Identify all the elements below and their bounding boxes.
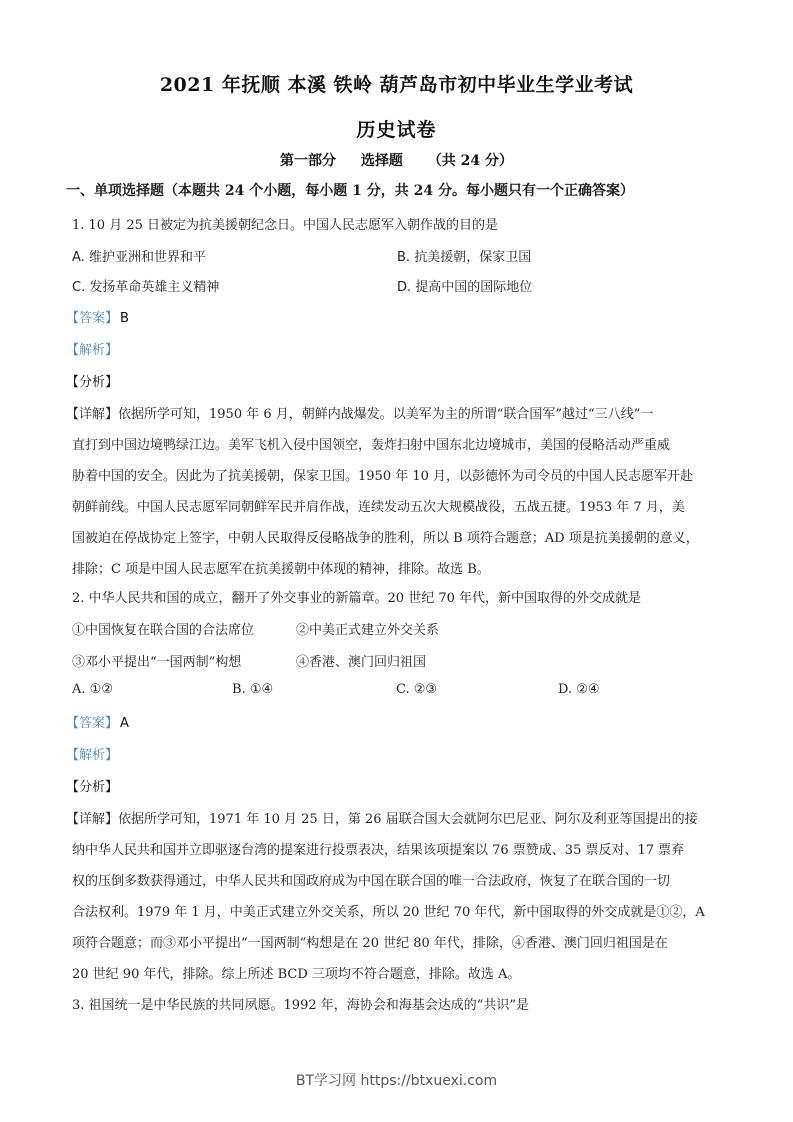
q2-item-4: ④香港、澳门回归祖国 (296, 655, 427, 670)
q2-item-1: ①中国恢复在联合国的合法席位 (72, 623, 255, 638)
q1-option-c: C. 发扬革命英雄主义精神 (72, 280, 220, 295)
footer-watermark: BT学习网 https://btxuexi.com (295, 1073, 498, 1089)
q1-detail-line: 国被迫在停战协定上签字，中朝人民取得反侵略战争的胜利，所以 B 项符合题意；AD 项是抗美援朝的意义， (72, 531, 699, 546)
q2-detail-line: 纳中华人民共和国并立即驱逐台湾的提案进行投票表决，结果该项提案以 76 票赞成、35 票反对、17 票弃 (72, 843, 685, 858)
q1-option-a: A. 维护亚洲和世界和平 (72, 250, 206, 265)
question-3-stem: 3. 祖国统一是中华民族的共同夙愿。1992 年，海协会和海基会达成的“共识”是 (72, 998, 530, 1013)
q2-detail-line: 【详解】依据所学可知，1971 年 10 月 25 日，第 26 届联合国大会就阿尔巴尼亚、阿尔及利亚等国提出的接 (66, 812, 698, 827)
q2-detail-line: 权的压倒多数获得通过，中华人民共和国政府成为中国在联合国的唯一合法政府，恢复了在联合国的一切 (72, 874, 671, 889)
answer-label: 【答案】 (66, 716, 119, 731)
question-2-stem: 2. 中华人民共和国的成立，翻开了外交事业的新篇章。20 世纪 70 年代，新中国取得的外交成就是 (72, 591, 642, 606)
q1-fenxi-label: 【分析】 (66, 375, 119, 390)
q1-option-d: D. 提高中国的国际地位 (397, 280, 533, 295)
part-score: （共 24 分） (427, 153, 513, 169)
exam-title: 2021 年抚顺 本溪 铁岭 葫芦岛市初中毕业生学业考试 (159, 74, 634, 96)
q2-item-2: ②中美正式建立外交关系 (296, 623, 440, 638)
q2-detail-line: 项符合题意；而③邓小平提出“一国两制”构想是在 20 世纪 80 年代，排除，④香港、澳门回归祖国是在 (72, 936, 668, 951)
exam-subtitle: 历史试卷 (356, 119, 437, 141)
q2-option-b: B. ①④ (232, 682, 274, 697)
q1-detail-line: 胁着中国的安全。因此为了抗美援朝，保家卫国。1950 年 10 月，以彭德怀为司令员的中国人民志愿军开赴 (72, 469, 694, 484)
part-heading (0, 150, 793, 170)
q1-detail-line: 直打到中国边境鸭绿江边。美军飞机入侵中国领空，轰炸扫射中国东北边境城市，美国的侵略活动严重威 (72, 438, 671, 453)
answer-value: B (120, 311, 129, 326)
answer-label: 【答案】 (66, 311, 119, 326)
q2-option-a: A. ①② (72, 682, 113, 697)
section-heading: 一、单项选择题（本题共 24 个小题，每小题 1 分，共 24 分。每小题只有一个正确答案） (66, 183, 634, 199)
part-type: 选择题 (360, 153, 403, 169)
q1-option-b: B. 抗美援朝，保家卫国 (397, 250, 532, 265)
answer-value: A (120, 716, 129, 731)
q1-answer (66, 307, 129, 326)
q2-answer (66, 712, 129, 731)
q2-option-d: D. ②④ (558, 682, 600, 697)
q1-detail-line: 【详解】依据所学可知，1950 年 6 月，朝鲜内战爆发。以美军为主的所谓“联合国军”越过“三八线”一 (66, 407, 654, 422)
q2-item-3: ③邓小平提出“一国两制”构想 (72, 655, 242, 670)
question-1-stem: 1. 10 月 25 日被定为抗美援朝纪念日。中国人民志愿军入朝作战的目的是 (72, 218, 499, 233)
part-label: 第一部分 (280, 153, 336, 169)
q2-jiexi-label: 【解析】 (66, 748, 119, 763)
q2-option-c: C. ②③ (396, 682, 438, 697)
q1-detail-line: 朝鲜前线。中国人民志愿军同朝鲜军民并肩作战，连续发动五次大规模战役，五战五捷。1953 年 7 月，美 (72, 500, 685, 515)
q1-detail-line: 排除；C 项是中国人民志愿军在抗美援朝中体现的精神，排除。故选 B。 (72, 562, 490, 577)
q2-detail-line: 20 世纪 90 年代，排除。综上所述 BCD 三项均不符合题意，排除。故选 A。 (72, 967, 521, 982)
q1-jiexi-label: 【解析】 (66, 343, 119, 358)
q2-fenxi-label: 【分析】 (66, 780, 119, 795)
q2-detail-line: 合法权利。1979 年 1 月，中美正式建立外交关系，所以 20 世纪 70 年代，新中国取得的外交成就是①②，A (72, 905, 705, 920)
